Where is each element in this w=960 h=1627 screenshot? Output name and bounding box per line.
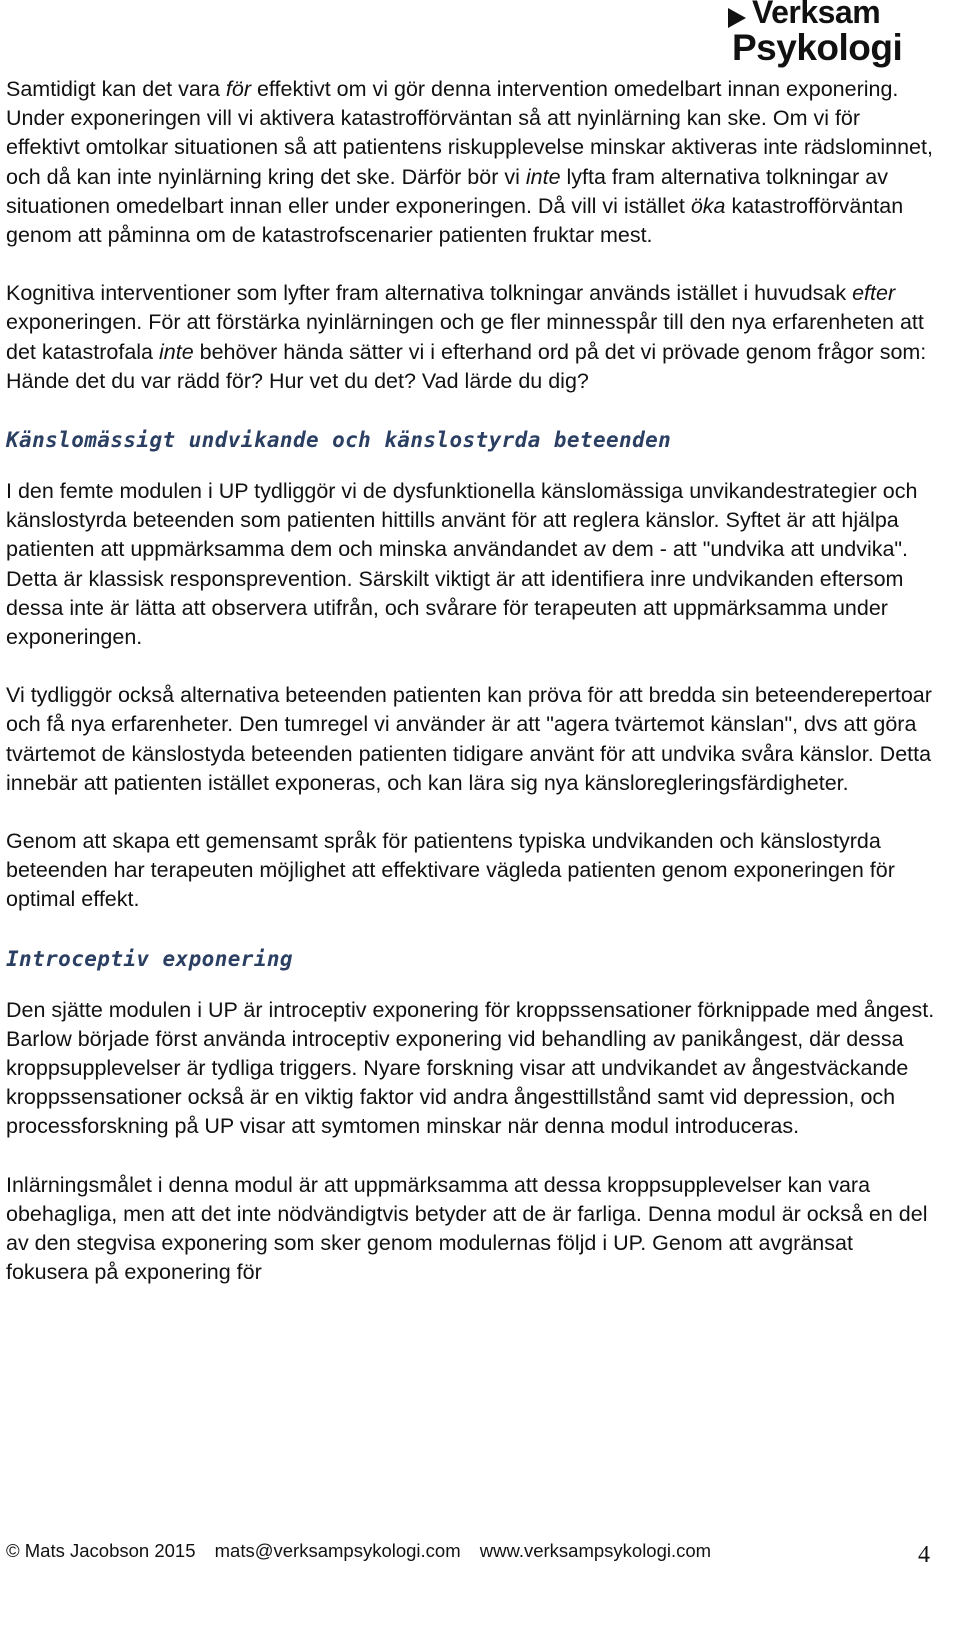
- text-run: katastrofförväntan genom att påminna om de katastrofscenarier patienten fruktar mest.: [6, 193, 904, 248]
- footer-copyright: © Mats Jacobson 2015: [6, 1540, 196, 1561]
- logo-line-2: Psykologi: [732, 27, 903, 68]
- page-footer: [6, 1540, 930, 1570]
- paragraph-5: Genom att skapa ett gemensamt språk för patientens typiska undvikanden och känslostyrda beteenden har terapeuten möjlighet att effektivare vägleda patienten genom exponeringen för optimal effekt.: [6, 829, 895, 912]
- footer-website: www.verksampsykologi.com: [479, 1540, 712, 1561]
- text-run: Samtidigt kan det vara: [6, 77, 226, 101]
- text-run: lyfta fram alternativa tolkningar av situationen omedelbart innan eller under exponeringen. Då vill vi istället: [6, 164, 888, 218]
- italic-text-run: inte: [525, 164, 561, 189]
- italic-text-run: inte: [158, 339, 194, 364]
- text-run: Kognitiva interventioner som lyfter fram alternativa tolkningar används istället i huvudsak: [6, 281, 853, 306]
- verksam-psykologi-logo: [728, 0, 938, 70]
- text-run: exponeringen. För att förstärka nyinlärningen och ge fler minnesspår till den nya erfarenheten att det katastrofala: [6, 310, 924, 364]
- paragraph-3: I den femte modulen i UP tydliggör vi de dysfunktionella känslomässiga unvikandestrategier och känslostyrda beteenden som patienten hittills använt för att reglera känslor. Syftet är att hjälpa patienten att uppmärksamma dem och minska användandet av dem - att "undvika att undvika". Detta är klassisk responsprevention. Särskilt viktigt är att identifiera inre undvikanden eftersom dessa inte är lätta att observera utifrån, och svårare för terapeuten att uppmärksamma under exponeringen.: [6, 479, 918, 650]
- italic-text-run: öka: [690, 193, 726, 218]
- paragraph-4: Vi tydliggör också alternativa beteenden patienten kan pröva för att bredda sin beteenderepertoar och få nya erfarenheter. Den tumregel vi använder är att "agera tvärtemot känslan", dvs att göra tvärtemot de känslostyda beteenden patienten tidigare använt för att undvika svåra känslor. Detta innebär att patienten istället exponeras, och kan lära sig nya känsloregleringsfärdigheter.: [6, 683, 932, 795]
- paragraph-6: Den sjätte modulen i UP är introceptiv exponering för kroppssensationer förknippade med ångest. Barlow började först använda introceptiv exponering vid behandling av panikångest, där dessa kroppsupplevelser är tydliga triggers. Nyare forskning visar att undvikandet av ångestväckande kroppssensationer också är en viktig faktor vid andra ångesttillstånd samt vid depression, och processforskning på UP visar att symtomen minskar när denna modul introduceras.: [6, 997, 935, 1139]
- italic-text-run: efter: [852, 281, 896, 306]
- page-number: 4: [918, 1542, 930, 1568]
- text-run: behöver hända sätter vi i efterhand ord på det vi prövade genom frågor som: Hände det du var rädd för? Hur vet du det? Vad lärde du dig?: [6, 339, 927, 393]
- paragraph-7: Inlärningsmålet i denna modul är att uppmärksamma att dessa kroppsupplevelser kan vara obehagliga, men att det inte nödvändigtvis betyder att de är farliga. Denna modul är också en del av den stegvisa exponering som sker genom modulernas följd i UP. Genom att avgränsat fokusera på exponering för: [6, 1172, 928, 1285]
- play-arrow-icon: [728, 8, 746, 28]
- footer-email: mats@verksampsykologi.com: [214, 1540, 461, 1561]
- paragraph-1: [6, 75, 936, 250]
- text-run: effektivt om vi gör denna intervention omedelbart innan exponering. Under exponeringen vill vi aktivera katastrofförväntan så att nyinlärning kan ske. Om vi för effektivt omtolkar situationen så att patientens riskupplevelse minskar aktiveras inte rädslominnet, och då kan inte nyinlärning kring det ske. Därför bör vi: [6, 77, 933, 189]
- logo-line-1: Verksam: [752, 0, 881, 30]
- section-heading-interoceptive-exposure: Introceptiv exponering: [6, 946, 293, 971]
- section-heading-emotional-avoidance: Känslomässigt undvikande och känslostyrda beteenden: [6, 428, 672, 453]
- paragraph-2: [6, 279, 936, 396]
- document-body: [6, 75, 936, 1317]
- italic-text-run: för: [225, 77, 251, 101]
